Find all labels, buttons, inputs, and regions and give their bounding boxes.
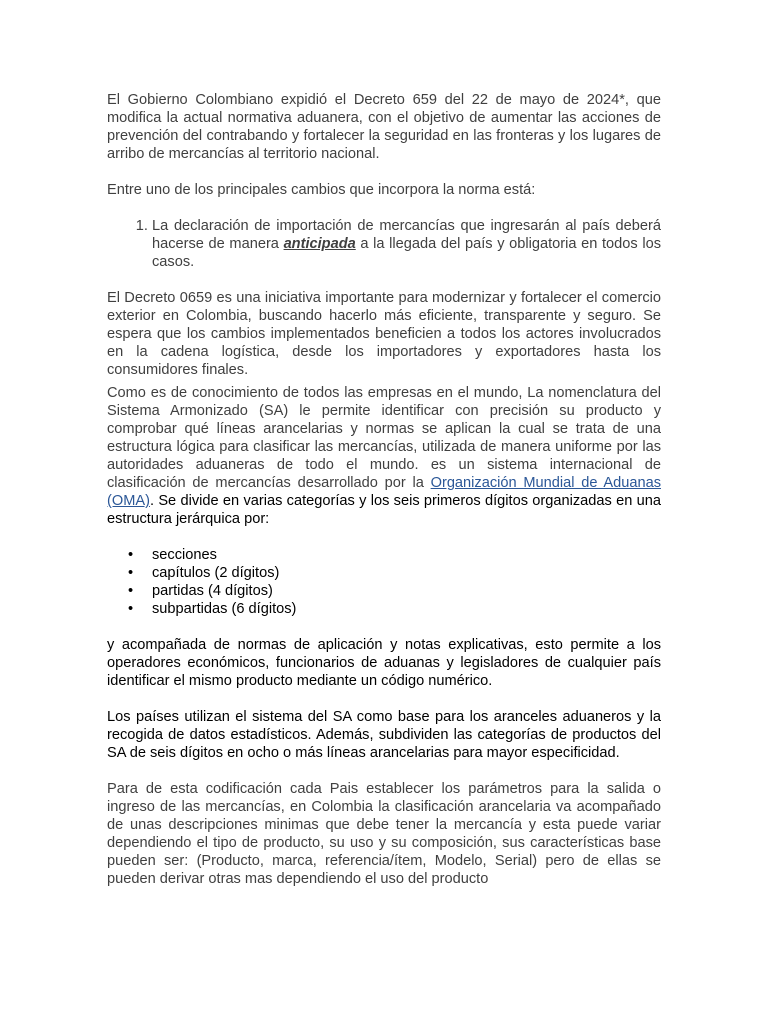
paragraph-explanatory-notes: y acompañada de normas de aplicación y notas explicativas, esto permite a los operadores económicos, funcionarios de aduanas y legisladores de cualquier país identificar el mismo producto mediante un código numérico.: [107, 637, 661, 689]
list-item-text-end: a la llegada del país y obligatoria en todos los casos.: [152, 236, 661, 270]
bullet-icon: •: [128, 565, 134, 581]
bullet-text: subpartidas (6 dígitos): [152, 601, 297, 617]
list-item: [128, 582, 661, 600]
list-item: [128, 564, 661, 582]
paragraph-main-changes: Entre uno de los principales cambios que incorpora la norma está:: [107, 182, 536, 198]
paragraph-decree-0659: El Decreto 0659 es una iniciativa importante para modernizar y fortalecer el comercio exterior en Colombia, buscando hacerlo más eficiente, transparente y seguro. Se espera que los cambios implementados beneficien a todos los actores involucrados en la cadena logística, desde los importadores y exportadores hasta los consumidores finales.: [107, 290, 661, 378]
bullet-icon: •: [128, 547, 134, 563]
bullet-icon: •: [128, 583, 134, 599]
list-item: [152, 217, 661, 271]
bullet-icon: •: [128, 601, 134, 617]
bullet-text: partidas (4 dígitos): [152, 583, 273, 599]
paragraph-tariff-use: Los países utilizan el sistema del SA como base para los aranceles aduaneros y la recogida de datos estadísticos. Además, subdividen las categorías de productos del SA de seis dígitos en ocho o más líneas arancelarias para mayor especificidad.: [107, 709, 661, 761]
list-item-text: La declaración de importación de mercancías que ingresarán al país deberá hacerse de manera: [152, 218, 661, 252]
paragraph-text-start: Como es de conocimiento de todos las empresas en el mundo, La nomenclatura del Sistema Armonizado (SA) le permite identificar con precisión su producto y comprobar qué líneas arancelarias y normas se aplican la cual se trata de una estructura lógica para clasificar las mercancías, utilizada de manera uniforme por las autoridades aduaneras de todo el mundo. es un sistema internacional de clasificación de mercancías desarrollado por la: [107, 385, 661, 491]
numbered-list: [107, 217, 661, 271]
list-item: [128, 600, 661, 618]
paragraph-text-end: . Se divide en varias categorías y los seis primeros dígitos organizadas en una estructura jerárquica por:: [107, 493, 661, 527]
paragraph-harmonized-system: [107, 384, 661, 528]
bullet-text: capítulos (2 dígitos): [152, 565, 280, 581]
paragraph-decree-intro: El Gobierno Colombiano expidió el Decreto 659 del 22 de mayo de 2024*, que modifica la actual normativa aduanera, con el objetivo de aumentar las acciones de prevención del contrabando y fortalecer la seguridad en las fronteras y los lugares de arribo de mercancías al territorio nacional.: [107, 92, 661, 162]
bullet-list: [107, 546, 661, 618]
bullet-text: secciones: [152, 547, 217, 563]
link-oma[interactable]: Organización Mundial de Aduanas (OMA): [107, 475, 661, 509]
paragraph-codification: Para de esta codificación cada Pais establecer los parámetros para la salida o ingreso de las mercancías, en Colombia la clasificación arancelaria va acompañado de unas descripciones minimas que debe tener la mercancía y esta puede variar dependiendo el tipo de producto, su uso y su composición, sus características base pueden ser: (Producto, marca, referencia/ítem, Modelo, Serial) pero de ellas se pueden derivar otras mas dependiendo el uso del producto: [107, 781, 661, 887]
emphasis-anticipada: anticipada: [283, 236, 356, 252]
list-item: [128, 546, 661, 564]
document-page: [107, 91, 661, 888]
